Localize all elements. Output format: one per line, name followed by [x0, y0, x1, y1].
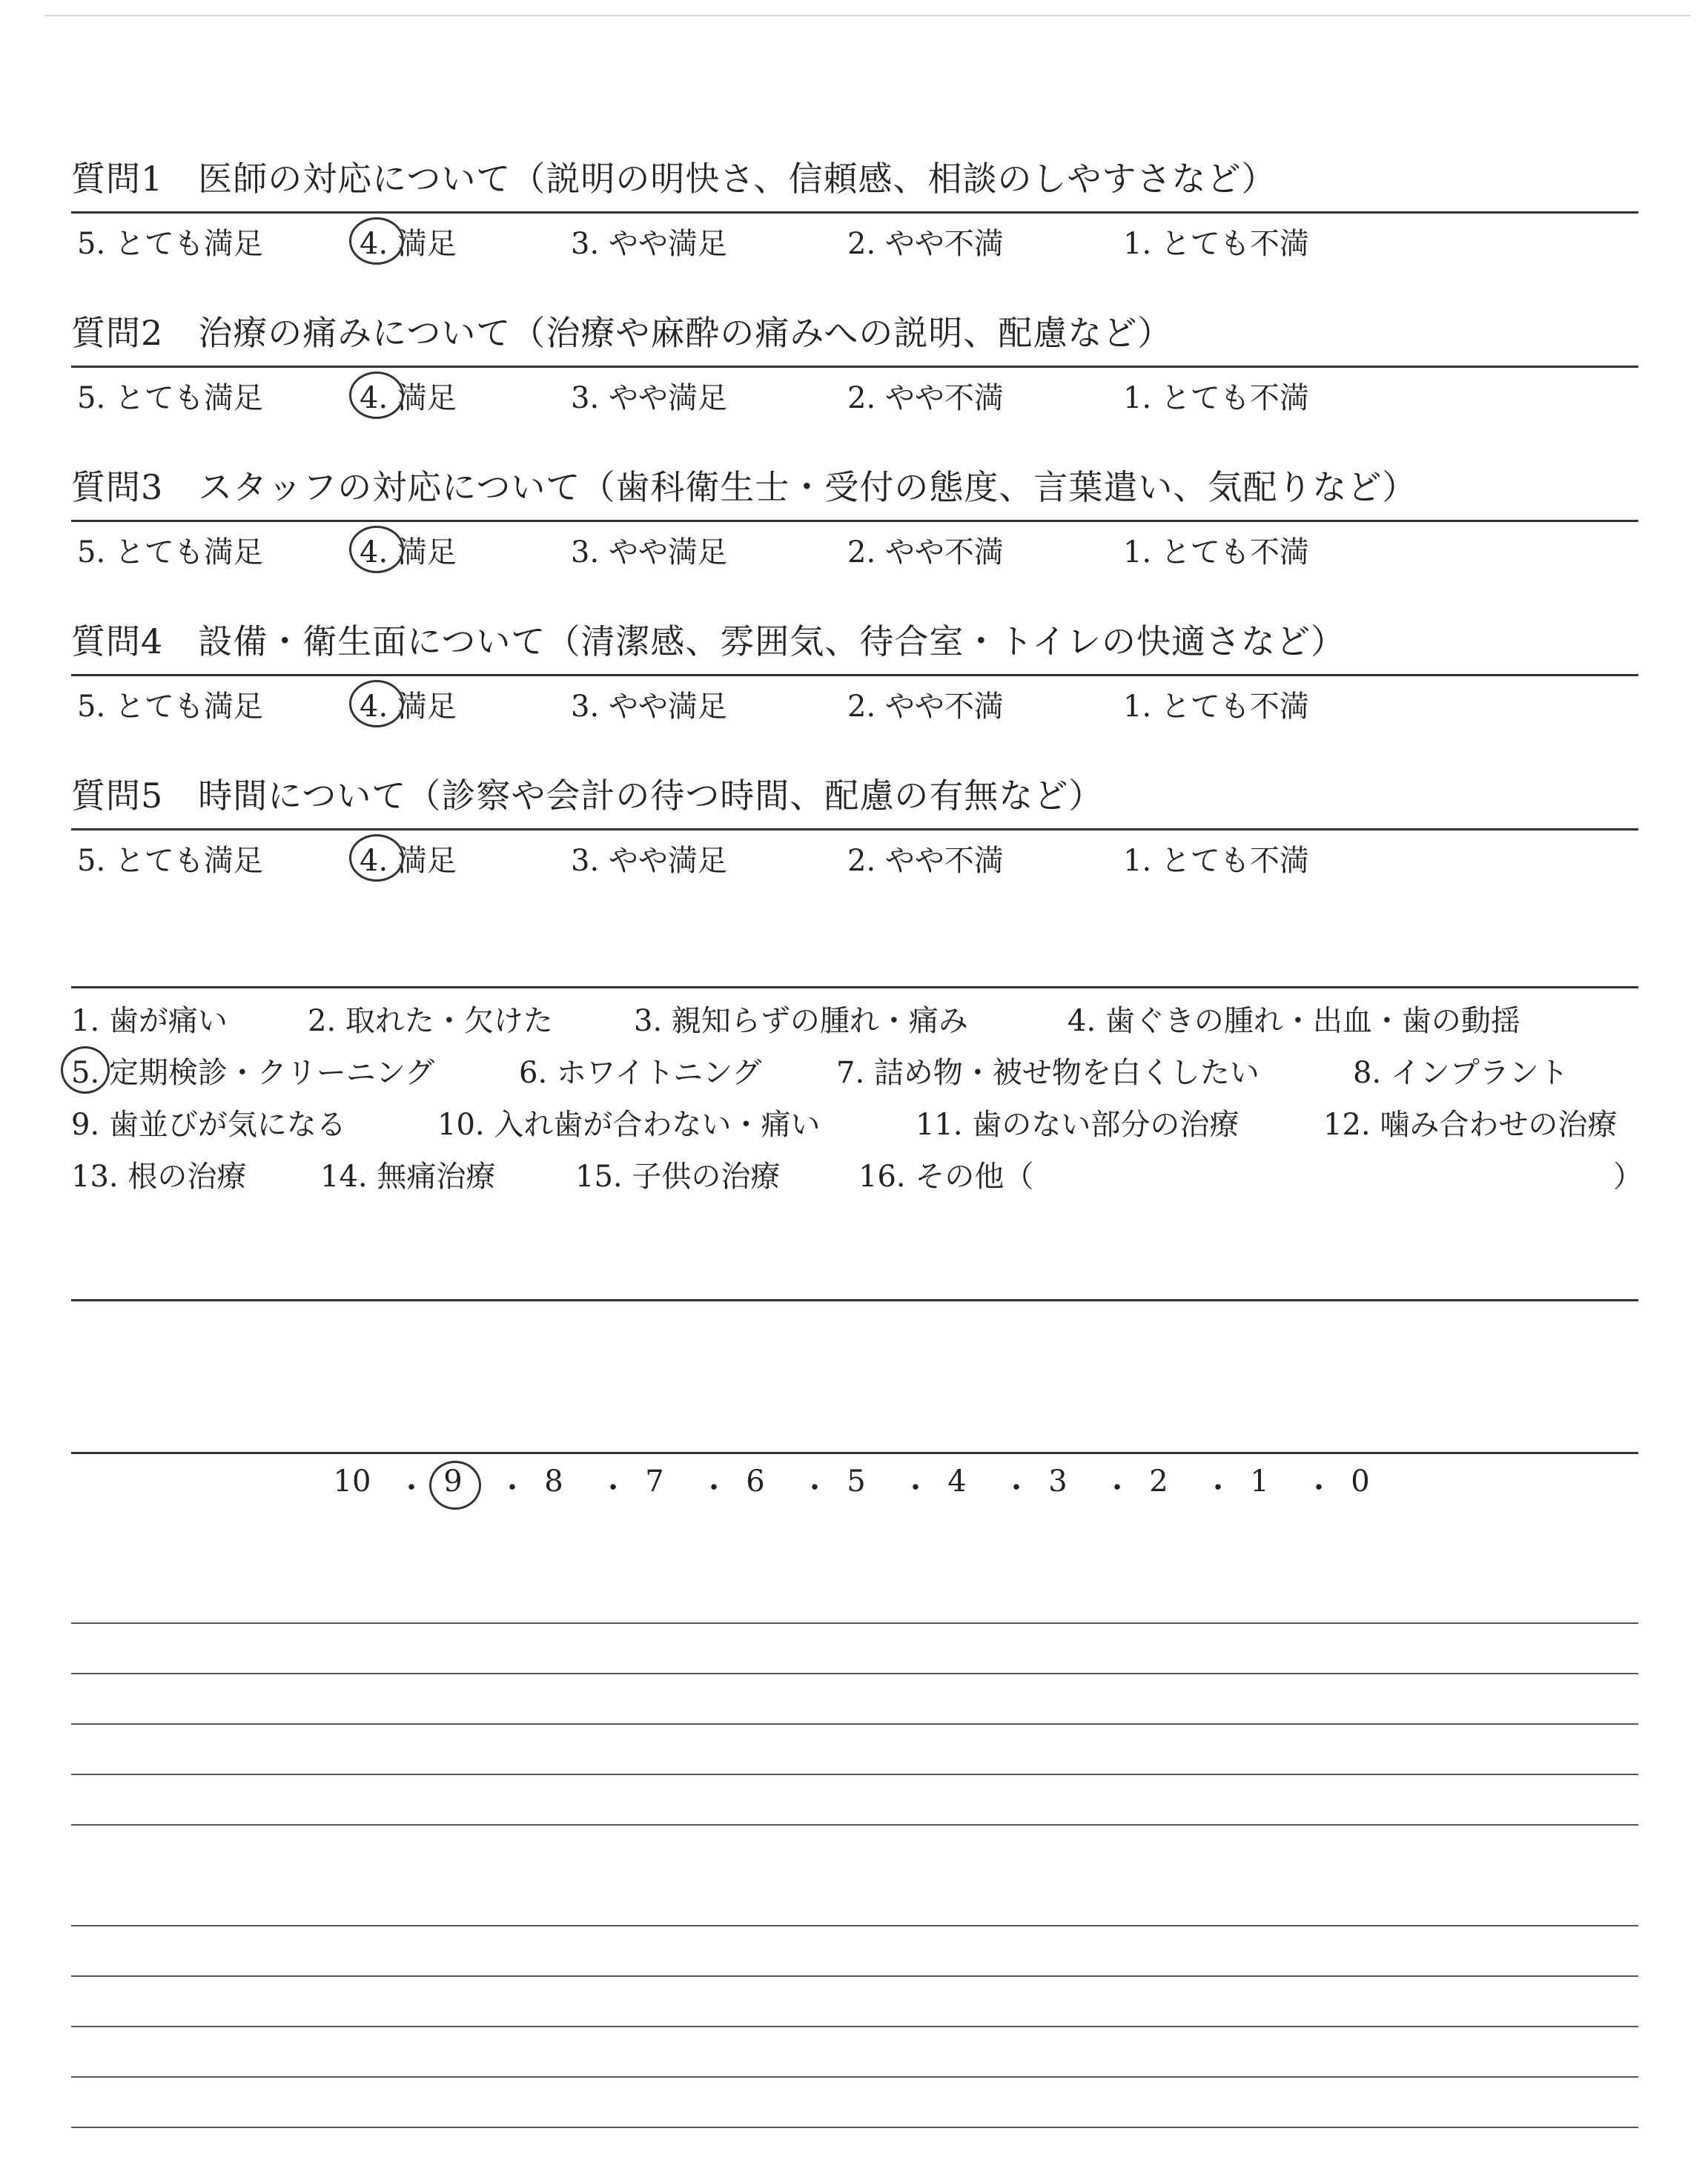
q6-option: 6. ホワイトニング	[519, 1056, 762, 1090]
q1-option-2: 2. やや不満	[847, 227, 1004, 261]
q8-rule	[71, 1452, 1638, 1454]
q4-selected-circle	[349, 680, 404, 727]
q6-option: 12. 噛み合わせの治療	[1323, 1108, 1618, 1142]
q8-separator-dot: ・	[901, 1471, 930, 1505]
q3-selected-circle	[349, 526, 404, 573]
q10-answer-line	[71, 2076, 1638, 2078]
q6-selected-circle	[61, 1046, 110, 1094]
q8-scale-value-6: 6	[746, 1464, 765, 1499]
q9-answer-line	[71, 1723, 1638, 1725]
q1-rule	[71, 211, 1638, 214]
q2-option-3: 3. やや満足	[571, 381, 727, 415]
q4-option-5: 5. とても満足	[77, 690, 263, 724]
q9-answer-line	[71, 1774, 1638, 1775]
q5-option-1: 1. とても不満	[1123, 844, 1309, 878]
q8-selected-circle	[429, 1461, 481, 1510]
q6-option: 7. 詰め物・被せ物を白くしたい	[836, 1056, 1260, 1090]
q6-option: 13. 根の治療	[71, 1160, 247, 1194]
q5-option-2: 2. やや不満	[847, 844, 1004, 878]
q1-selected-circle	[349, 217, 404, 265]
q4-title: 質問4 設備・衛生面について（清潔感、雰囲気、待合室・トイレの快適さなど）	[71, 621, 1346, 661]
q3-option-3: 3. やや満足	[571, 535, 727, 569]
q5-selected-circle	[349, 834, 404, 882]
q8-scale-value-5: 5	[847, 1464, 866, 1499]
q1-title: 質問1 医師の対応について（説明の明快さ、信頼感、相談のしやすさなど）	[71, 159, 1277, 199]
q4-option-3: 3. やや満足	[571, 690, 727, 724]
q3-rule	[71, 520, 1638, 522]
q2-title: 質問2 治療の痛みについて（治療や麻酔の痛みへの説明、配慮など）	[71, 313, 1173, 353]
q2-rule	[71, 366, 1638, 368]
q8-scale-value-8: 8	[544, 1464, 563, 1499]
q10-answer-line	[71, 2127, 1638, 2128]
q3-title: 質問3 スタッフの対応について（歯科衛生士・受付の態度、言葉遣い、気配りなど）	[71, 467, 1417, 507]
q10-answer-line	[71, 1975, 1638, 1977]
q5-option-4: 4. 満足	[360, 844, 457, 878]
q6-option: 1. 歯が痛い	[71, 1004, 228, 1038]
q2-option-5: 5. とても満足	[77, 381, 263, 415]
q8-scale-value-3: 3	[1048, 1464, 1068, 1499]
q8-separator-dot: ・	[699, 1471, 729, 1505]
q6-option: 9. 歯並びが気になる	[71, 1108, 346, 1142]
q8-scale-value-7: 7	[645, 1464, 664, 1499]
q3-option-1: 1. とても不満	[1123, 535, 1309, 569]
q6-option: 10. 入れ歯が合わない・痛い	[437, 1108, 821, 1142]
q4-rule	[71, 674, 1638, 676]
q1-option-3: 3. やや満足	[571, 227, 727, 261]
q8-scale-value-2: 2	[1149, 1464, 1168, 1499]
q6-option: 5. 定期検診・クリーニング	[71, 1056, 435, 1090]
q4-option-1: 1. とても不満	[1123, 690, 1309, 724]
q8-scale-value-10: 10	[333, 1464, 371, 1499]
q4-option-2: 2. やや不満	[847, 690, 1004, 724]
q6-option: 4. 歯ぐきの腫れ・出血・歯の動揺	[1068, 1004, 1520, 1038]
q8-separator-dot: ・	[1304, 1471, 1334, 1505]
q2-selected-circle	[349, 371, 404, 419]
q3-option-5: 5. とても満足	[77, 535, 263, 569]
q8-scale-value-4: 4	[947, 1464, 967, 1499]
q5-option-3: 3. やや満足	[571, 844, 727, 878]
q8-scale-value-1: 1	[1250, 1464, 1269, 1499]
q8-separator-dot: ・	[397, 1471, 426, 1505]
q6-rule	[71, 986, 1638, 988]
q10-answer-line	[71, 2026, 1638, 2027]
q8-separator-dot: ・	[598, 1471, 628, 1505]
q1-option-1: 1. とても不満	[1123, 227, 1309, 261]
q6-option: 2. 取れた・欠けた	[308, 1004, 553, 1038]
q9-answer-line	[71, 1622, 1638, 1624]
q2-option-1: 1. とても不満	[1123, 381, 1309, 415]
q9-answer-line	[71, 1824, 1638, 1826]
q8-separator-dot: ・	[1203, 1471, 1233, 1505]
q3-option-4: 4. 満足	[360, 535, 457, 569]
q6-option: 15. 子供の治療	[575, 1160, 781, 1194]
q4-option-4: 4. 満足	[360, 690, 457, 724]
q5-rule	[71, 828, 1638, 830]
q8-separator-dot: ・	[1002, 1471, 1031, 1505]
q6-option: 16. その他（	[858, 1160, 1034, 1194]
q6-option: 14. 無痛治療	[320, 1160, 496, 1194]
q8-scale-value-9: 9	[443, 1464, 463, 1499]
q3-option-2: 2. やや不満	[847, 535, 1004, 569]
q6-other-close-paren: ）	[1613, 1160, 1643, 1194]
q8-scale-value-0: 0	[1351, 1464, 1370, 1499]
q10-answer-line	[71, 1925, 1638, 1926]
q8-separator-dot: ・	[800, 1471, 830, 1505]
q5-option-5: 5. とても満足	[77, 844, 263, 878]
q8-separator-dot: ・	[1102, 1471, 1132, 1505]
q7-rule	[71, 1299, 1638, 1301]
q2-option-2: 2. やや不満	[847, 381, 1004, 415]
q8-separator-dot: ・	[497, 1471, 527, 1505]
q9-answer-line	[71, 1673, 1638, 1674]
q5-title: 質問5 時間について（診察や会計の待つ時間、配慮の有無など）	[71, 776, 1104, 816]
q6-option: 11. 歯のない部分の治療	[916, 1108, 1239, 1142]
scan-top-edge	[44, 15, 1690, 16]
q1-option-5: 5. とても満足	[77, 227, 263, 261]
q1-option-4: 4. 満足	[360, 227, 457, 261]
q6-option: 3. 親知らずの腫れ・痛み	[634, 1004, 968, 1038]
q6-option: 8. インプラント	[1353, 1056, 1569, 1090]
q2-option-4: 4. 満足	[360, 381, 457, 415]
